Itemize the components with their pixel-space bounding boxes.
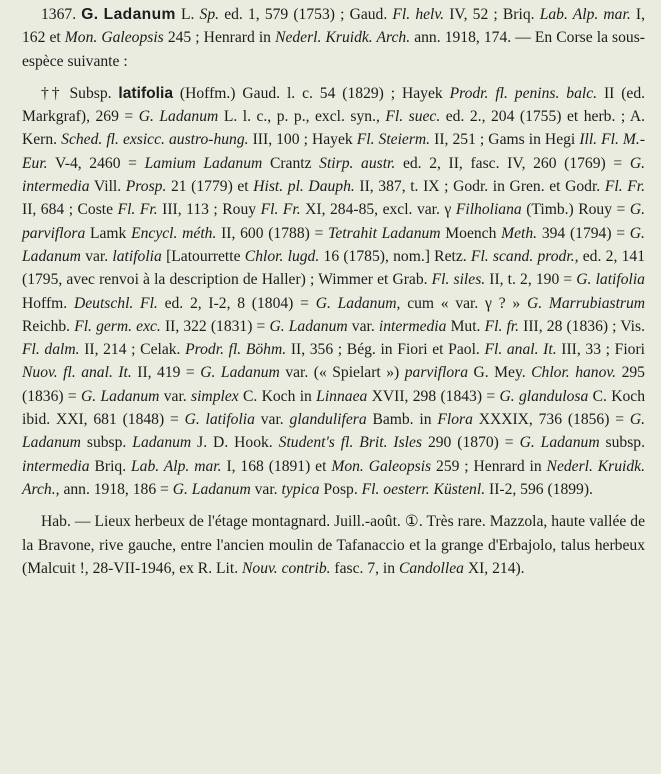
- text: C. Koch in: [243, 387, 312, 405]
- text: 290 (1870) =: [427, 434, 514, 452]
- ref-title: Flora: [437, 411, 473, 429]
- ref-title: Fl. scand. prodr.,: [470, 247, 579, 265]
- ref-title: Fl. anal. It.: [484, 341, 557, 359]
- taxon: G. glandulosa: [499, 387, 589, 405]
- ref-title: Stirp. austr.: [319, 154, 396, 172]
- text: L. l. c., p. p., excl. syn.,: [223, 108, 380, 126]
- taxon: G. Ladanum: [519, 434, 600, 452]
- text: 16 (1785), nom.] Retz.: [323, 247, 467, 265]
- ref-title: Prodr. fl. Böhm.: [185, 341, 287, 359]
- text: var.: [163, 387, 187, 405]
- taxon: Lamium Ladanum: [144, 154, 263, 172]
- text: 245 ; Henrard in: [167, 29, 271, 47]
- ref-title: Fl. oesterr. Küstenl.: [361, 480, 486, 498]
- text: Reichb.: [22, 317, 71, 335]
- text: Hoffm.: [22, 294, 68, 312]
- ref-title: Prosp.: [125, 178, 167, 196]
- text: var.: [260, 411, 284, 429]
- text: ann. 1918, 186 =: [63, 480, 169, 498]
- ref-title: Fl. germ. exc.: [74, 317, 161, 335]
- ref-title: Hist. pl. Dauph.: [253, 178, 355, 196]
- text: XVII, 298 (1843) =: [371, 387, 496, 405]
- text: II, t. 2, 190 =: [489, 271, 573, 289]
- habitat-text: Hab. — Lieux herbeux de l'étage montagnard. Juill.-août. ①. Très rare. Mazzola, haute vallée de la Bravone, rive gauche, entre l'ancien moulin de Tafanaccio et la grange d'Erbajolo, talus herbeux (Malcuit !, 28-VII-1946, ex R. Lit.: [22, 513, 645, 577]
- text: fasc. 7, in: [334, 559, 396, 577]
- taxon: Ladanum: [132, 434, 192, 452]
- text: C. Koch ibid. XXI, 681 (1848) =: [22, 387, 646, 429]
- taxon: G. latifolia: [576, 271, 645, 289]
- habitat-paragraph: [22, 510, 645, 580]
- taxon: G. Ladanum: [22, 224, 645, 265]
- ref-title: Nederl. Kruidk. Arch.,: [22, 457, 645, 498]
- double-dagger-mark: ††: [41, 84, 70, 102]
- ref-title: Sp.: [199, 6, 220, 23]
- taxon: G. intermedia: [22, 154, 645, 196]
- text: III, 113 ; Rouy: [162, 201, 257, 219]
- text: II, 356 ; Bég. in Fiori et Paol.: [290, 341, 480, 359]
- taxon: typica: [281, 480, 320, 498]
- text: 394 (1794) =: [541, 224, 626, 242]
- text: L.: [180, 6, 195, 23]
- text: (Timb.) Rouy =: [526, 201, 626, 219]
- subspecies-name: latifolia: [118, 84, 174, 102]
- ref-title: Nuov. fl. anal. It.: [22, 364, 132, 382]
- text: II, 419 =: [137, 364, 195, 382]
- text: ed. 1, 579 (1753) ; Gaud.: [224, 6, 388, 23]
- entry-number: 1367.: [41, 6, 77, 23]
- ref-title: Student's fl. Brit. Isles: [278, 434, 422, 452]
- ref-title: Fl. Fr.: [117, 201, 158, 219]
- text: var.: [351, 317, 375, 335]
- taxon: intermedia: [378, 317, 447, 335]
- taxon: G. Ladanum,: [315, 294, 401, 312]
- taxon: G. Ladanum: [138, 108, 219, 126]
- text: Crantz: [269, 154, 312, 172]
- ref-title: Fl. Fr.: [604, 178, 645, 196]
- text: III, 28 (1836) ; Vis.: [523, 317, 645, 335]
- text: I, 168 (1891) et: [226, 457, 327, 475]
- text: var. (« Spielart »): [285, 364, 400, 382]
- text: I, 162 et: [22, 6, 645, 47]
- ref-title: Linnaea: [316, 387, 368, 405]
- text: II, 387, t. IX ; Godr. in Gren. et Godr.: [359, 178, 601, 196]
- text: var.: [85, 247, 109, 265]
- taxon: G. Ladanum: [81, 387, 160, 405]
- subspecies-paragraph: [22, 82, 645, 501]
- taxon: Filholiana: [455, 201, 522, 219]
- text: Mut.: [450, 317, 481, 335]
- taxon: G. parviflora: [22, 201, 646, 242]
- ref-title: Candollea: [398, 559, 464, 577]
- text: II-2, 596 (1899).: [489, 480, 593, 498]
- ref-title: Fl. suec.: [385, 108, 441, 126]
- taxon: G. Marrubiastrum: [526, 294, 646, 312]
- text: J. D. Hook.: [197, 434, 273, 452]
- text: IV, 52 ; Briq.: [449, 6, 535, 23]
- ref-title: Ill. Fl. M.-Eur.: [22, 131, 646, 172]
- text: XI, 214).: [467, 559, 525, 577]
- text: Lamk: [89, 224, 127, 242]
- ref-title: Chlor. lugd.: [244, 247, 320, 265]
- text: Posp.: [323, 480, 358, 498]
- text: var.: [254, 480, 278, 498]
- ref-title: Meth.: [501, 224, 538, 242]
- taxon: G. Ladanum: [172, 480, 251, 498]
- ref-title: Sched. fl. exsicc. austro-hung.: [61, 131, 249, 149]
- text: Bamb. in: [372, 411, 432, 429]
- text: G. Mey.: [473, 364, 526, 382]
- text: cum « var. γ ? »: [407, 294, 521, 312]
- ref-title: Lab. Alp. mar.: [539, 6, 631, 23]
- ref-title: Nederl. Kruidk. Arch.: [275, 29, 411, 47]
- ref-title: Encycl. méth.: [131, 224, 217, 242]
- text: XI, 284-85, excl. var. γ: [305, 201, 452, 219]
- text: ed. 2, 141 (1795, avec renvoi à la description de Haller) ; Wimmer et Grab.: [22, 247, 645, 289]
- taxon: simplex: [191, 387, 239, 405]
- ref-title: Mon. Galeopsis: [331, 457, 432, 475]
- taxon: Tetrahit Ladanum: [328, 224, 441, 242]
- ref-title: Fl. helv.: [392, 6, 445, 23]
- text: 259 ; Henrard in: [436, 457, 542, 475]
- text: III, 100 ; Hayek: [252, 131, 353, 149]
- text: XXXIX, 736 (1856) =: [478, 411, 625, 429]
- taxon: G. Ladanum: [269, 317, 348, 335]
- species-heading-paragraph: [22, 3, 645, 73]
- taxon: intermedia: [22, 457, 90, 475]
- text: Moench: [445, 224, 497, 242]
- text: [Latourrette: [166, 247, 241, 265]
- ref-title: Nouv. contrib.: [242, 559, 331, 577]
- ref-title: Fl. Fr.: [260, 201, 301, 219]
- ref-title: Fl. fr.: [484, 317, 520, 335]
- text: II, 600 (1788) =: [221, 224, 324, 242]
- text: II, 684 ; Coste: [22, 201, 114, 219]
- ref-title: Lab. Alp. mar.: [131, 457, 222, 475]
- text: ann. 1918, 174. — En Corse la sous-espèce suivante :: [22, 29, 645, 70]
- genus-abbr: G.: [81, 6, 99, 23]
- text: II (ed. Markgraf), 269 =: [22, 84, 646, 126]
- text: III, 33 ; Fiori: [561, 341, 645, 359]
- ref-title: Chlor. hanov.: [531, 364, 617, 382]
- text: ed. 2., 204 (1755) et herb. ; A. Kern.: [22, 108, 645, 149]
- text: subsp.: [605, 434, 645, 452]
- taxon: G. Ladanum: [200, 364, 280, 382]
- ref-title: Fl. siles.: [431, 271, 486, 289]
- ref-title: Fl. dalm.: [22, 341, 80, 359]
- text: Vill.: [93, 178, 122, 196]
- text: ed. 2, I-2, 8 (1804) =: [164, 294, 309, 312]
- text: II, 322 (1831) =: [164, 317, 266, 335]
- species-name: Ladanum: [103, 6, 176, 23]
- text: Briq.: [94, 457, 127, 475]
- taxon: G. Ladanum: [22, 411, 645, 452]
- text: 295 (1836) =: [22, 364, 645, 405]
- ref-title: Deutschl. Fl.: [73, 294, 158, 312]
- text: (Hoffm.) Gaud. l. c. 54 (1829) ; Hayek: [179, 84, 443, 102]
- taxon: parviflora: [404, 364, 468, 382]
- text: II, 214 ; Celak.: [84, 341, 181, 359]
- taxon: glandulifera: [289, 411, 367, 429]
- text: ed. 2, II, fasc. IV, 260 (1769) =: [402, 154, 623, 172]
- text: subsp.: [86, 434, 127, 452]
- ref-title: Mon. Galeopsis: [64, 29, 164, 47]
- text: II, 251 ; Gams in Hegi: [434, 131, 576, 149]
- subsp-label: Subsp.: [69, 84, 112, 102]
- taxon: G. latifolia: [184, 411, 255, 429]
- text: 21 (1779) et: [170, 178, 249, 196]
- taxon: latifolia: [112, 247, 162, 265]
- ref-title: Fl. Steierm.: [356, 131, 431, 149]
- ref-title: Prodr. fl. penins. balc.: [449, 84, 598, 102]
- text: V-4, 2460 =: [54, 154, 137, 172]
